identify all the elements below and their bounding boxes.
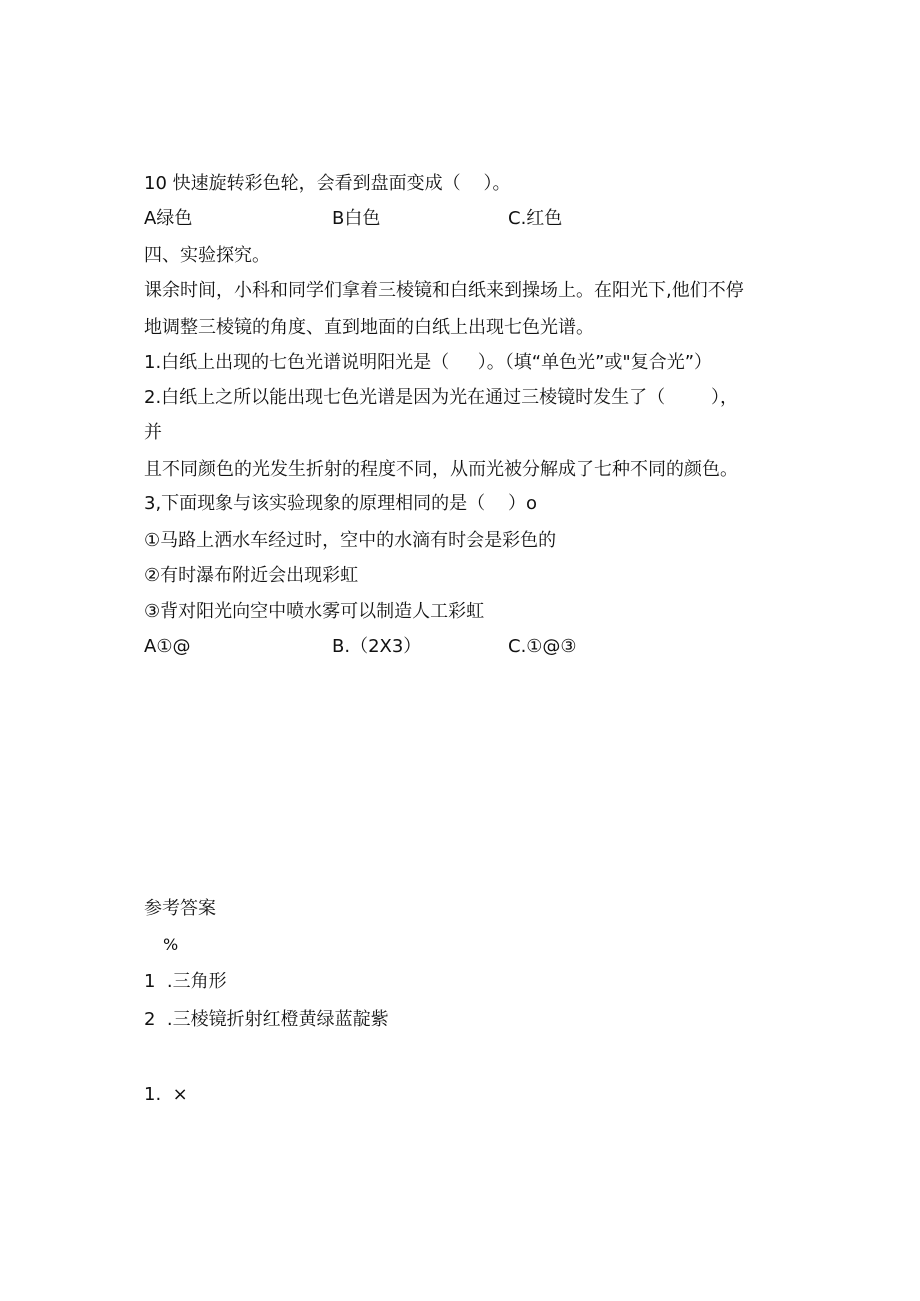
question-10-option-b: B白色 [332,208,381,229]
answer-item-3: 1. × [144,1084,188,1105]
question-10-option-a: A绿色 [144,208,193,229]
question-10-option-c: C.红色 [508,208,563,229]
sub-question-2-line-2: 并 [144,422,162,443]
sub-question-3-item-3: ③背对阳光向空中喷水雾可以制造人工彩虹 [144,601,485,622]
answer-item-1: 1 .三角形 [144,971,227,992]
sub-question-2-line-3: 且不同颜色的光发生折射的程度不同，从而光被分解成了七种不同的颜色。 [144,459,738,480]
answer-item-2: 2 .三棱镜折射红橙黄绿蓝靛紫 [144,1009,389,1030]
sub-question-3-option-b: B.（2X3） [332,636,422,657]
experiment-intro-line-2: 地调整三棱镜的角度、直到地面的白纸上出现七色光谱。 [144,317,594,338]
question-10-stem: 10 快速旋转彩色轮，会看到盘面变成（ ）。 [144,173,511,194]
sub-question-3-option-a: A①@ [144,636,191,657]
sub-question-1: 1.白纸上出现的七色光谱说明阳光是（ ）。（填“单色光”或"复合光”） [144,352,713,373]
experiment-intro-line-1: 课余时间，小科和同学们拿着三棱镜和白纸来到操场上。在阳光下,他们不停 [144,280,744,301]
sub-question-3-item-2: ②有时瀑布附近会出现彩虹 [144,565,359,586]
sub-question-2-line-1: 2.白纸上之所以能出现七色光谱是因为光在通过三棱镜时发生了（ ）， [144,387,738,408]
answers-title: 参考答案 [144,898,216,919]
sub-question-3-option-c: C.①@③ [508,636,577,657]
section-4-title: 四、实验探究。 [144,245,270,266]
answers-percent-mark: % [163,935,179,954]
sub-question-3-item-1: ①马路上洒水车经过时，空中的水滴有时会是彩色的 [144,530,557,551]
sub-question-3-stem: 3,下面现象与该实验现象的原理相同的是（ ）o [144,493,538,514]
